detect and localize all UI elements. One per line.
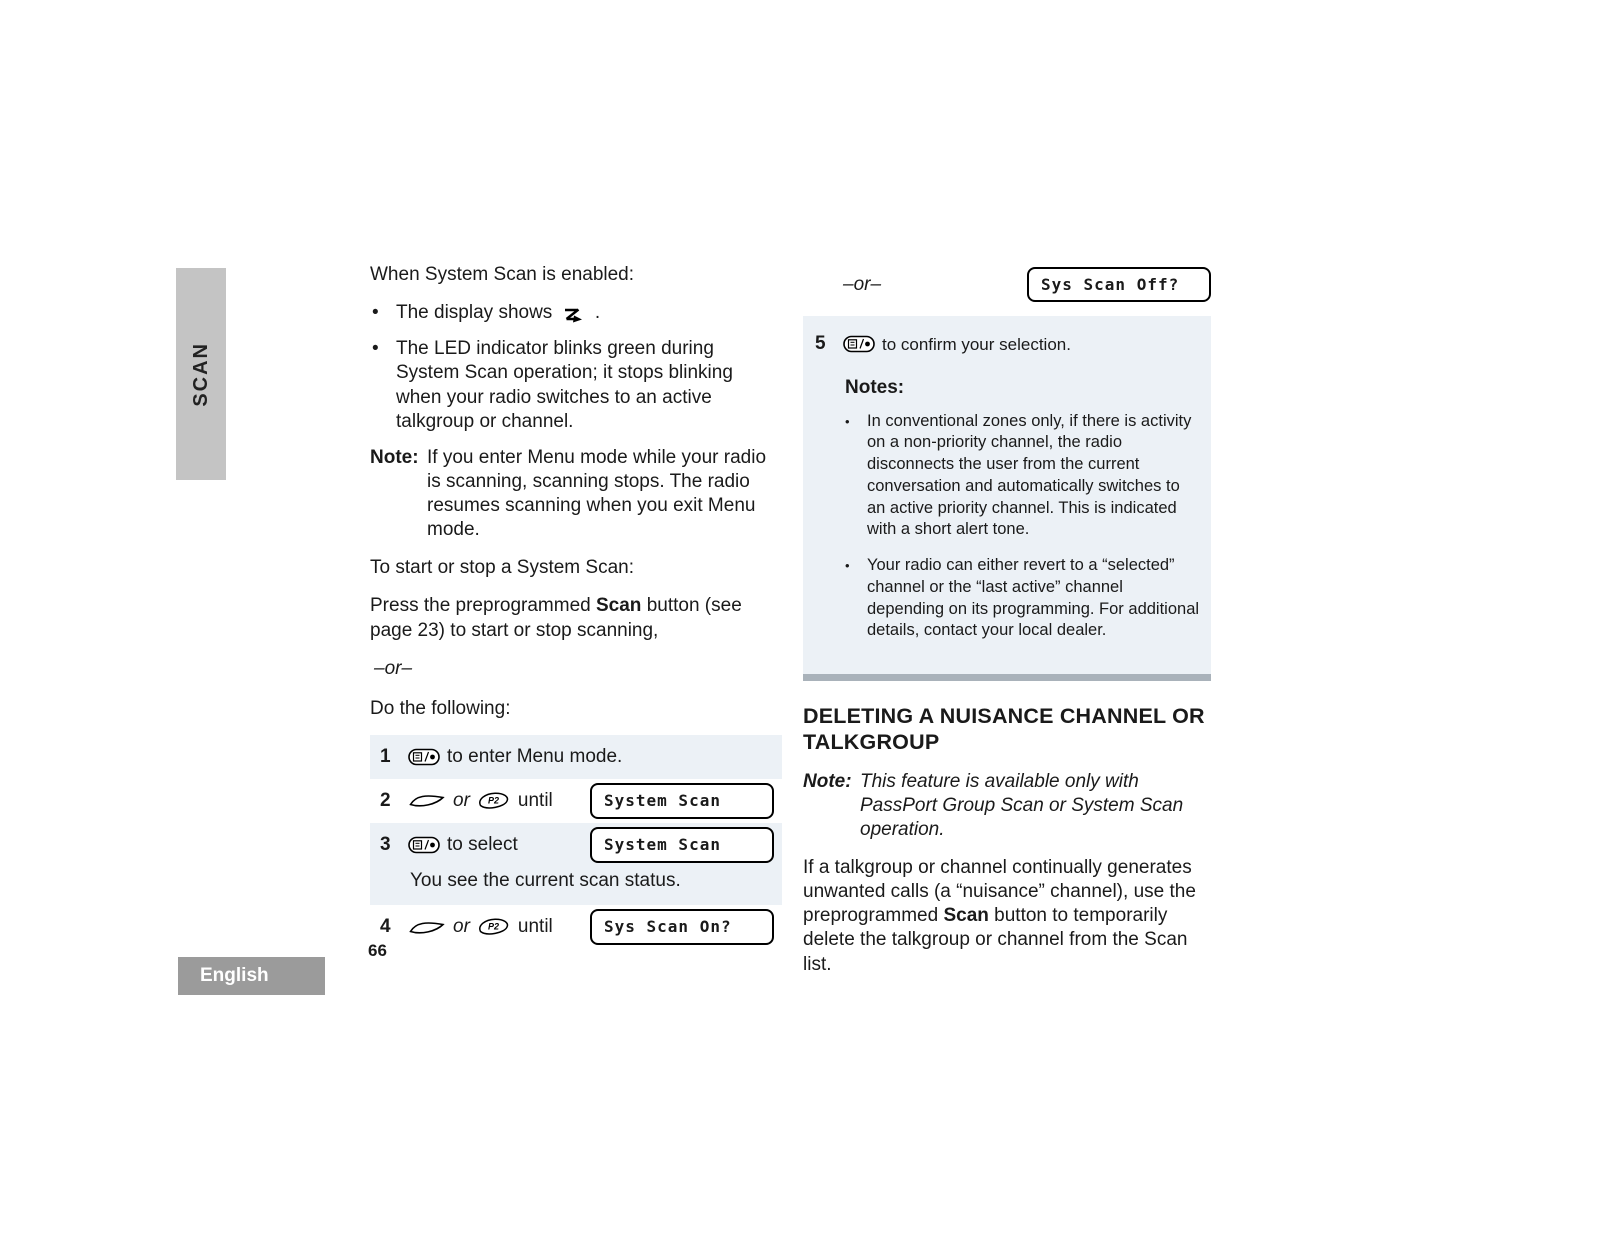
start-stop-line: To start or stop a System Scan: [370, 557, 634, 579]
language-footer [178, 957, 325, 995]
step-2 [370, 779, 782, 823]
language-label: English [200, 965, 269, 986]
do-following-line: Do the following: [370, 697, 511, 719]
until-word: until [517, 915, 553, 937]
nuisance-paragraph [803, 856, 1211, 977]
step-number: 2 [380, 789, 391, 811]
procedure-steps [370, 735, 782, 949]
step-number: 4 [380, 915, 391, 937]
or-display-row [803, 267, 1211, 302]
scroll-key-icon [408, 792, 446, 809]
step-1-text: to enter Menu mode. [447, 745, 623, 767]
or-word: or [453, 915, 470, 937]
bullet-led [370, 337, 782, 434]
radio-display-readout: System Scan [590, 783, 774, 818]
step-5 [803, 326, 1211, 362]
menu-select-key-icon [843, 335, 875, 353]
menu-select-key-icon [408, 836, 440, 854]
notes-label: Notes: [845, 377, 905, 399]
bullet2-text: The LED indicator blinks green during System Scan operation; it stops blinking when your radio switches to an active talkgroup or channel. [396, 338, 733, 432]
section-heading: DELETING A NUISANCE CHANNEL OR TALKGROUP [803, 704, 1205, 755]
or-separator: –or– [843, 273, 882, 295]
radio-display-readout: Sys Scan On? [590, 909, 774, 944]
note-feature [803, 770, 1211, 842]
intro-line: When System Scan is enabled: [370, 264, 635, 285]
bullet-dot: • [372, 338, 379, 360]
step-number: 1 [380, 745, 391, 767]
bullet-dot: • [845, 413, 850, 429]
step-5-text: to confirm your selection. [882, 334, 1071, 354]
section-tab-scan [176, 268, 226, 480]
step-3 [370, 823, 782, 867]
note-menu-mode [370, 446, 782, 543]
bullet1-text: The display shows [396, 302, 553, 324]
scan-status-note: You see the current scan status. [410, 869, 681, 891]
step-4 [370, 905, 782, 949]
bullet-dot: • [845, 558, 850, 574]
note-text: This feature is available only with PassPort Group Scan or System Scan operation. [860, 770, 1184, 840]
notes-list [803, 411, 1211, 643]
note-text: If you enter Menu mode while your radio is scanning, scanning stops. The radio resumes scanning when you exit Menu mode. [427, 446, 767, 541]
p2-key-label: P2 [487, 921, 499, 932]
step-number: 3 [380, 833, 391, 855]
radio-display-readout: System Scan [590, 827, 774, 862]
bullet-dot: • [372, 302, 379, 324]
section-tab-label: SCAN [189, 341, 212, 407]
body-pre: If a talkgroup or channel continually generates unwanted calls (a “nuisance” channel), use the preprogrammed [803, 857, 1196, 927]
or-separator: –or– [374, 657, 413, 679]
note-item-text: In conventional zones only, if there is activity on a non-priority channel, the radio disconnects the user from the current conversation and automatically switches to an active priority channel. This is indicated with a short alert tone. [867, 411, 1192, 539]
page-number: 66 [368, 941, 387, 960]
press-pre: Press the preprogrammed [370, 595, 596, 617]
step-number: 5 [815, 333, 826, 355]
step-1 [370, 735, 782, 779]
menu-select-key-icon [408, 748, 440, 766]
right-column [803, 263, 1211, 991]
note-label: Note: [803, 770, 852, 792]
p2-key-label: P2 [487, 795, 499, 806]
note-item-text: Your radio can either revert to a “selected” channel or the “last active” channel depending on its programming. For additional details, contact your local dealer. [867, 556, 1200, 640]
or-word: or [453, 789, 470, 811]
scroll-key-icon [408, 919, 446, 936]
left-column [370, 263, 782, 949]
p2-key-icon [477, 791, 511, 811]
body-post: button to temporarily delete the talkgroup or channel from the Scan list. [803, 905, 1188, 975]
note-item [845, 411, 1201, 542]
press-post: button (see page 23) to start or stop scanning, [370, 595, 742, 641]
step-3-text: to select [447, 833, 518, 855]
note-item [845, 555, 1201, 642]
press-scan-paragraph [370, 594, 782, 642]
body-bold: Scan [943, 905, 989, 927]
bullet-display-shows [370, 301, 782, 325]
p2-key-icon [477, 917, 511, 937]
note-label: Note: [370, 446, 419, 468]
radio-display-readout: Sys Scan Off? [1027, 267, 1211, 302]
step-5-notes-block [803, 316, 1211, 681]
press-bold: Scan [596, 595, 642, 617]
bullet1-period: . [594, 302, 601, 324]
until-word: until [517, 789, 553, 811]
step-3-group [370, 823, 782, 905]
scan-indicator-icon [562, 307, 586, 324]
